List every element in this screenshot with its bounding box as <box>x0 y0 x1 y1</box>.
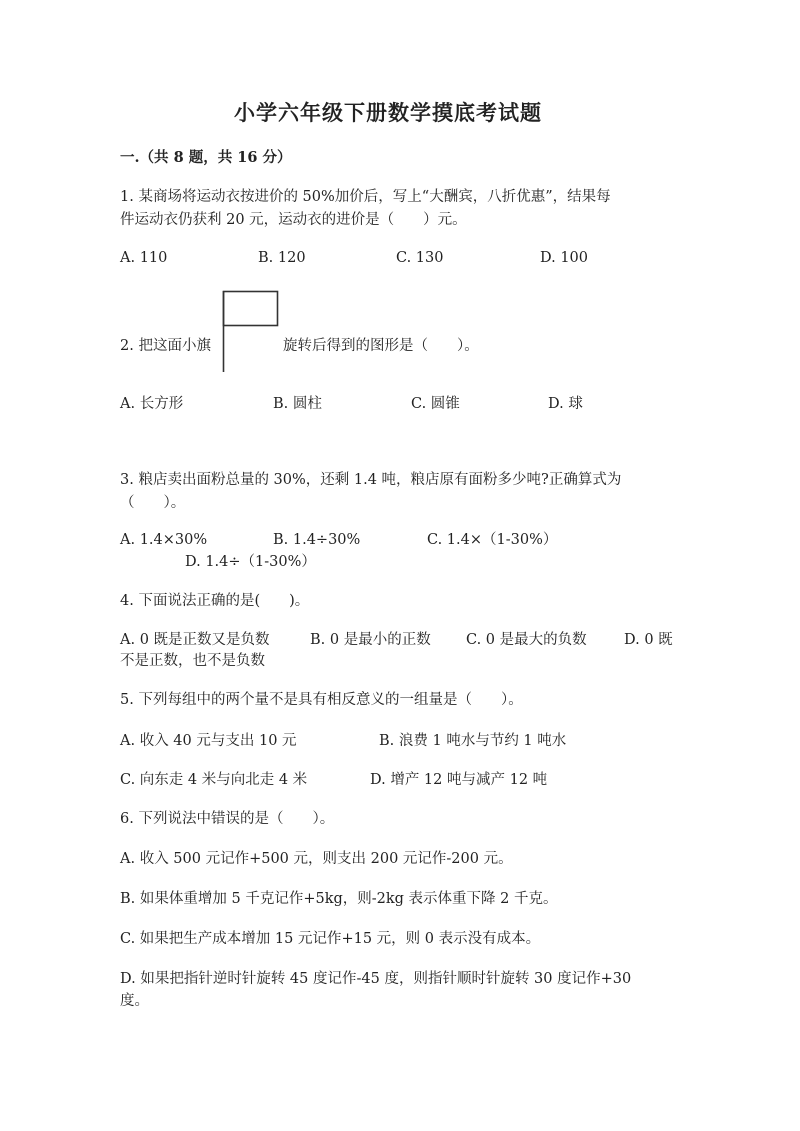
question-3-line-2: （ ）。 <box>120 495 186 511</box>
question-6-option-d: D. 如果把指针逆时针旋转 45 度记作-45 度，则指针顺时针旋转 30 度记作+30 <box>120 971 632 987</box>
question-1-option-c: C. 130 <box>396 250 444 266</box>
question-2-option-c: C. 圆锥 <box>411 396 460 412</box>
question-5-stem: 5. 下列每组中的两个量不是具有相反意义的一组量是（ ）。 <box>120 692 523 708</box>
question-6-option-a: A. 收入 500 元记作+500 元，则支出 200 元记作-200 元。 <box>120 851 513 867</box>
question-3-option-c: C. 1.4×（1-30%） <box>427 532 558 548</box>
flag-figure <box>218 288 282 374</box>
section-heading: 一.（共 8 题，共 16 分） <box>120 149 292 166</box>
question-4-option-c: C. 0 是最大的负数 <box>466 632 587 648</box>
question-1-option-b: B. 120 <box>258 250 306 266</box>
question-5-option-d: D. 增产 12 吨与减产 12 吨 <box>370 772 548 788</box>
flag-banner <box>224 292 278 326</box>
question-3-option-d: D. 1.4÷（1-30%） <box>185 554 316 570</box>
question-2-suffix: 旋转后得到的图形是（ ）。 <box>283 338 479 354</box>
question-4-stem: 4. 下面说法正确的是( )。 <box>120 593 310 609</box>
question-1-option-d: D. 100 <box>540 250 589 266</box>
question-4-option-d-wrap: 不是正数，也不是负数 <box>120 653 265 669</box>
question-4-option-a: A. 0 既是正数又是负数 <box>120 632 270 648</box>
question-4-option-b: B. 0 是最小的正数 <box>310 632 431 648</box>
question-2-option-b: B. 圆柱 <box>273 396 322 412</box>
question-1-option-a: A. 110 <box>120 250 168 266</box>
question-2-option-d: D. 球 <box>548 396 583 412</box>
question-6-option-b: B. 如果体重增加 5 千克记作+5kg，则-2kg 表示体重下降 2 千克。 <box>120 891 558 907</box>
question-6-stem: 6. 下列说法中错误的是（ ）。 <box>120 811 335 827</box>
question-1-line-1: 1. 某商场将运动衣按进价的 50%加价后，写上“大酬宾，八折优惠”，结果每 <box>120 189 611 205</box>
question-6-option-d-wrap: 度。 <box>120 993 149 1009</box>
question-3-option-a: A. 1.4×30% <box>120 532 208 548</box>
question-3-line-1: 3. 粮店卖出面粉总量的 30%，还剩 1.4 吨，粮店原有面粉多少吨?正确算式为 <box>120 472 622 488</box>
question-3-option-b: B. 1.4÷30% <box>273 532 361 548</box>
question-1-line-2: 件运动衣仍获利 20 元，运动衣的进价是（ ）元。 <box>120 212 467 228</box>
question-2-prefix: 2. 把这面小旗 <box>120 338 211 354</box>
question-6-option-c: C. 如果把生产成本增加 15 元记作+15 元，则 0 表示没有成本。 <box>120 931 541 947</box>
question-2-option-a: A. 长方形 <box>120 396 184 412</box>
page-title: 小学六年级下册数学摸底考试题 <box>234 100 542 125</box>
question-5-option-b: B. 浪费 1 吨水与节约 1 吨水 <box>379 733 567 749</box>
question-4-option-d: D. 0 既 <box>624 632 673 648</box>
question-5-option-c: C. 向东走 4 米与向北走 4 米 <box>120 772 308 788</box>
question-5-option-a: A. 收入 40 元与支出 10 元 <box>120 733 297 749</box>
